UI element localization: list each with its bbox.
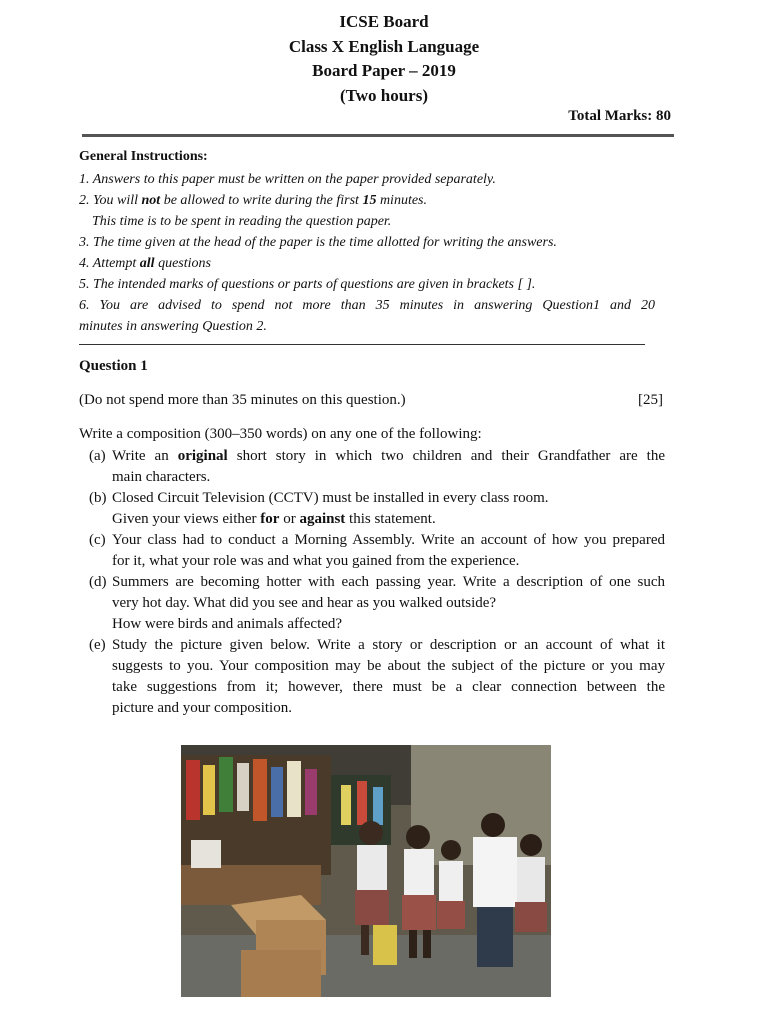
option-d-label: (d) [89,574,107,590]
option-e-line-2: suggests to you. Your composition may be about the subject of the picture or you may [112,658,665,674]
option-a-label: (a) [89,448,106,464]
option-c-line-2: for it, what your role was and what you gained from the experience. [112,553,520,569]
option-a-line-1: Write an original short story in which two children and their Grandfather are the [112,448,665,464]
question-1-intro: Write a composition (300–350 words) on any one of the following: [79,426,482,442]
instruction-5: 5. The intended marks of questions or parts of questions are given in brackets [ ]. [79,277,536,292]
subject-title: Class X English Language [288,37,480,56]
option-e-line-4: picture and your composition. [112,700,292,716]
option-b-line-1: Closed Circuit Television (CCTV) must be installed in every class room. [112,490,549,506]
option-c-label: (c) [89,532,106,548]
general-instructions-title: General Instructions: [79,149,208,164]
option-d-line-2: very hot day. What did you see and hear as you walked outside? [112,595,497,611]
composition-picture [181,745,551,997]
instruction-2: 2. You will not be allowed to write during the first 15 minutes. [79,193,427,208]
option-e-label: (e) [89,637,106,653]
option-d-line-3: How were birds and animals affected? [112,616,343,632]
paper-title: Board Paper – 2019 [312,61,456,80]
instructions-divider [79,344,645,345]
option-e-line-1: Study the picture given below. Write a story or description or an account of what it [112,637,665,653]
instruction-6-continued: minutes in answering Question 2. [79,319,267,334]
instruction-2-continued: This time is to be spent in reading the question paper. [92,214,392,229]
option-e-line-3: take suggestions from it; however, there must be a clear connection between the [112,679,665,695]
question-1-marks: [25] [638,392,663,408]
option-b-label: (b) [89,490,107,506]
question-1-time-note: (Do not spend more than 35 minutes on this question.) [79,392,406,408]
instruction-4: 4. Attempt all questions [79,256,211,271]
question-1-title: Question 1 [79,358,148,374]
option-d-line-1: Summers are becoming hotter with each passing year. Write a description of one such [112,574,665,590]
instruction-6: 6. You are advised to spend not more than 35 minutes in answering Question1 and 20 [79,298,655,313]
board-title: ICSE Board [339,12,429,31]
instruction-3: 3. The time given at the head of the paper is the time allotted for writing the answers. [79,235,557,250]
header-divider [82,134,674,137]
instruction-1: 1. Answers to this paper must be written on the paper provided separately. [79,172,496,187]
duration: (Two hours) [340,86,428,105]
option-b-line-2: Given your views either for or against this statement. [112,511,436,527]
option-c-line-1: Your class had to conduct a Morning Assembly. Write an account of how you prepared [112,532,665,548]
option-a-line-2: main characters. [112,469,211,485]
total-marks: Total Marks: 80 [568,108,671,124]
